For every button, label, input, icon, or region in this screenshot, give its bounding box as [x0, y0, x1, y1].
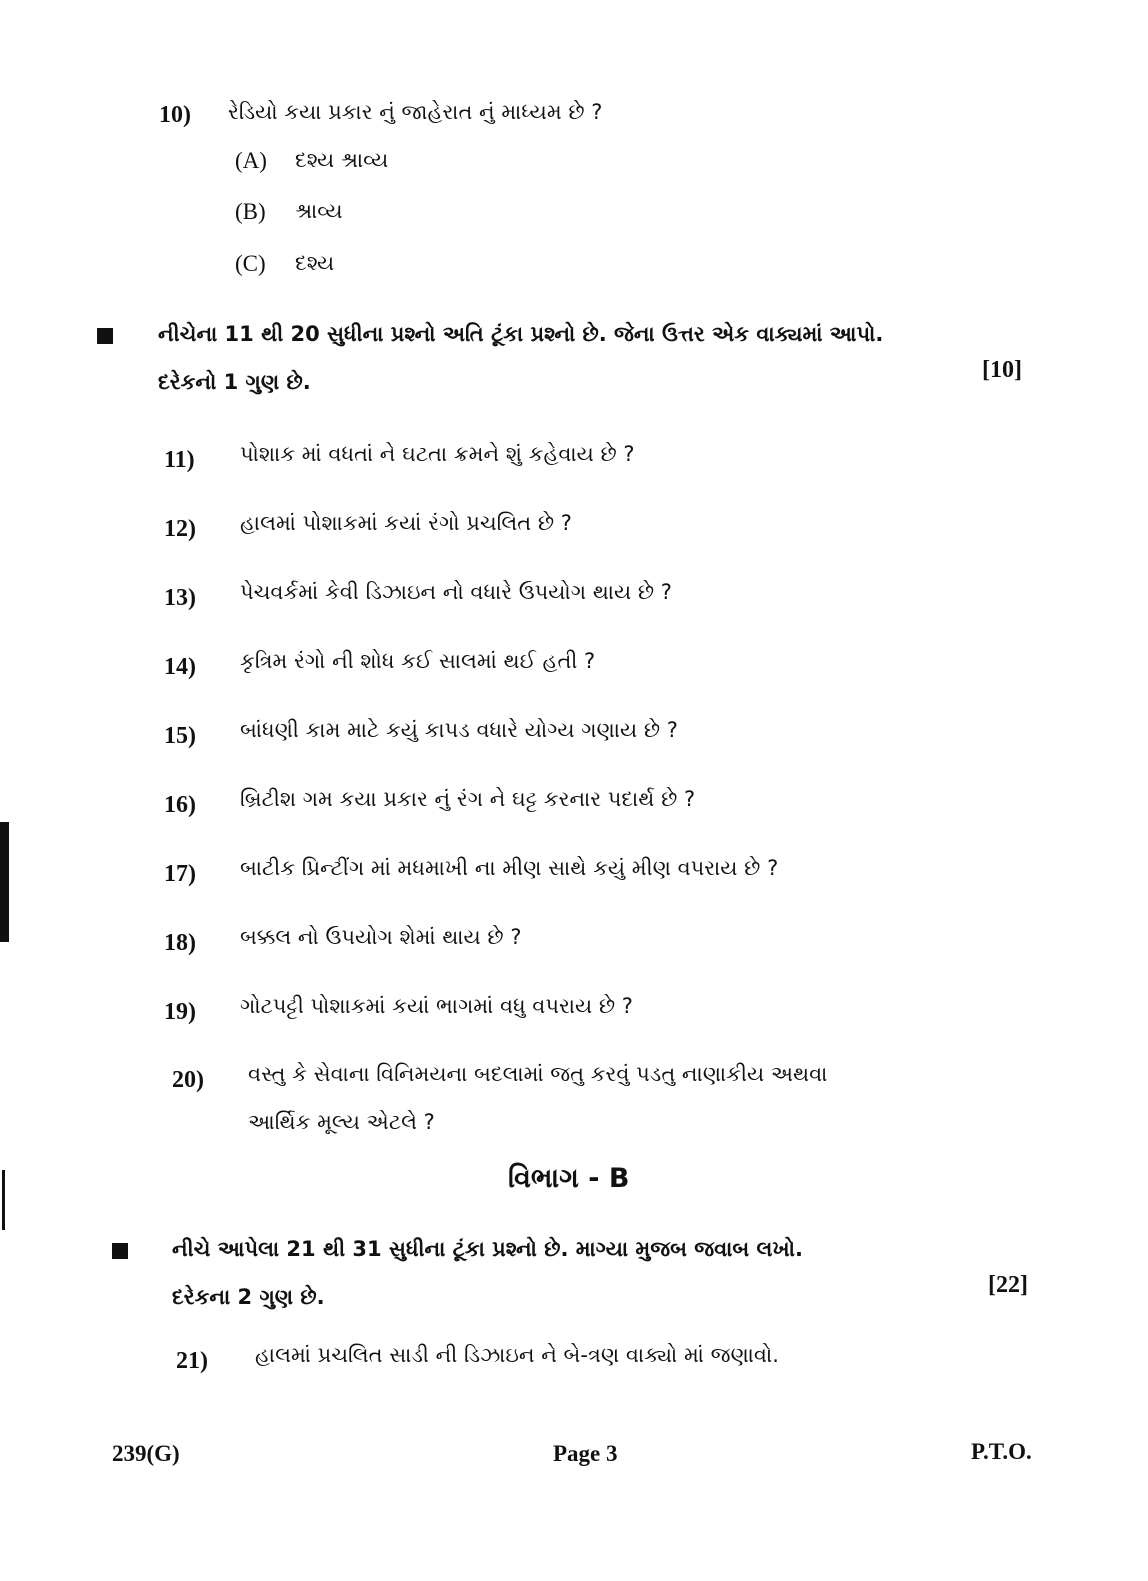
- question-number: 16): [164, 792, 196, 818]
- section-marks: [10]: [982, 357, 1022, 383]
- option-text: દશ્ય: [295, 251, 335, 275]
- question-text: કૃત્રિમ રંગો ની શોધ કઈ સાલમાં થઈ હતી ?: [240, 649, 596, 673]
- question-number: 13): [164, 585, 196, 611]
- option-label: (A): [235, 148, 267, 173]
- page-turn-note: P.T.O.: [971, 1439, 1032, 1464]
- option-label: (B): [235, 199, 266, 224]
- question-number: 19): [164, 999, 196, 1025]
- question-number: 17): [164, 861, 196, 887]
- section-instruction: નીચેના 11 થી 20 સુધીના પ્રશ્નો અતિ ટૂંકા પ્રશ્નો છે. જેના ઉત્તર એક વાક્યમાં આપો.: [158, 322, 884, 346]
- section-marks: [22]: [988, 1272, 1028, 1298]
- section-bullet: [112, 1243, 128, 1259]
- question-number: 20): [172, 1067, 204, 1093]
- option-label: (C): [235, 251, 266, 276]
- question-number: 11): [164, 447, 195, 473]
- question-text: પેચવર્કમાં કેવી ડિઝાઇન નો વધારે ઉપયોગ થાય છે ?: [240, 580, 672, 604]
- question-number: 15): [164, 723, 196, 749]
- question-text: રેડિયો કયા પ્રકાર નું જાહેરાત નું માધ્યમ છે ?: [228, 100, 603, 124]
- section-instruction: દરેકના 2 ગુણ છે.: [172, 1285, 325, 1309]
- section-instruction: દરેકનો 1 ગુણ છે.: [158, 370, 311, 394]
- page-number: Page 3: [553, 1441, 618, 1466]
- scan-edge-mark: [0, 822, 9, 942]
- question-text: બાંધણી કામ માટે કયું કાપડ વધારે યોગ્ય ગણાય છે ?: [240, 718, 678, 742]
- question-number: 10): [159, 102, 191, 128]
- section-bullet: [97, 328, 113, 344]
- question-text: હાલમાં પ્રચલિત સાડી ની ડિઝાઇન ને બે-ત્રણ વાક્યો માં જણાવો.: [255, 1343, 779, 1367]
- question-text: પોશાક માં વધતાં ને ઘટતા ક્રમને શું કહેવાય છે ?: [240, 442, 635, 466]
- question-text: બક્કલ નો ઉપયોગ શેમાં થાય છે ?: [240, 925, 522, 949]
- paper-code: 239(G): [112, 1441, 180, 1466]
- question-text: બ્રિટીશ ગમ કયા પ્રકાર નું રંગ ને ઘટ્ટ કરનાર પદાર્થ છે ?: [240, 787, 696, 811]
- question-text: ગોટપટ્ટી પોશાકમાં કયાં ભાગમાં વધુ વપરાય છે ?: [240, 994, 633, 1018]
- section-instruction: નીચે આપેલા 21 થી 31 સુધીના ટૂંકા પ્રશ્નો છે. માગ્યા મુજબ જવાબ લખો.: [172, 1237, 803, 1261]
- question-text-continued: આર્થિક મૂલ્ય એટલે ?: [248, 1110, 435, 1134]
- question-number: 21): [176, 1348, 208, 1374]
- question-number: 18): [164, 930, 196, 956]
- question-number: 12): [164, 516, 196, 542]
- question-text: હાલમાં પોશાકમાં કયાં રંગો પ્રચલિત છે ?: [240, 511, 572, 535]
- section-heading: વિભાગ - B: [508, 1163, 630, 1194]
- question-number: 14): [164, 654, 196, 680]
- question-text: વસ્તુ કે સેવાના વિનિમયના બદલામાં જતુ કરવું પડતુ નાણાકીય અથવા: [248, 1062, 828, 1086]
- option-text: શ્રાવ્ય: [295, 199, 343, 223]
- option-text: દશ્ય શ્રાવ્ય: [295, 148, 389, 172]
- scan-edge-mark: [2, 1170, 5, 1230]
- question-text: બાટીક પ્રિન્ટીંગ માં મધમાખી ના મીણ સાથે કયું મીણ વપરાય છે ?: [240, 856, 779, 880]
